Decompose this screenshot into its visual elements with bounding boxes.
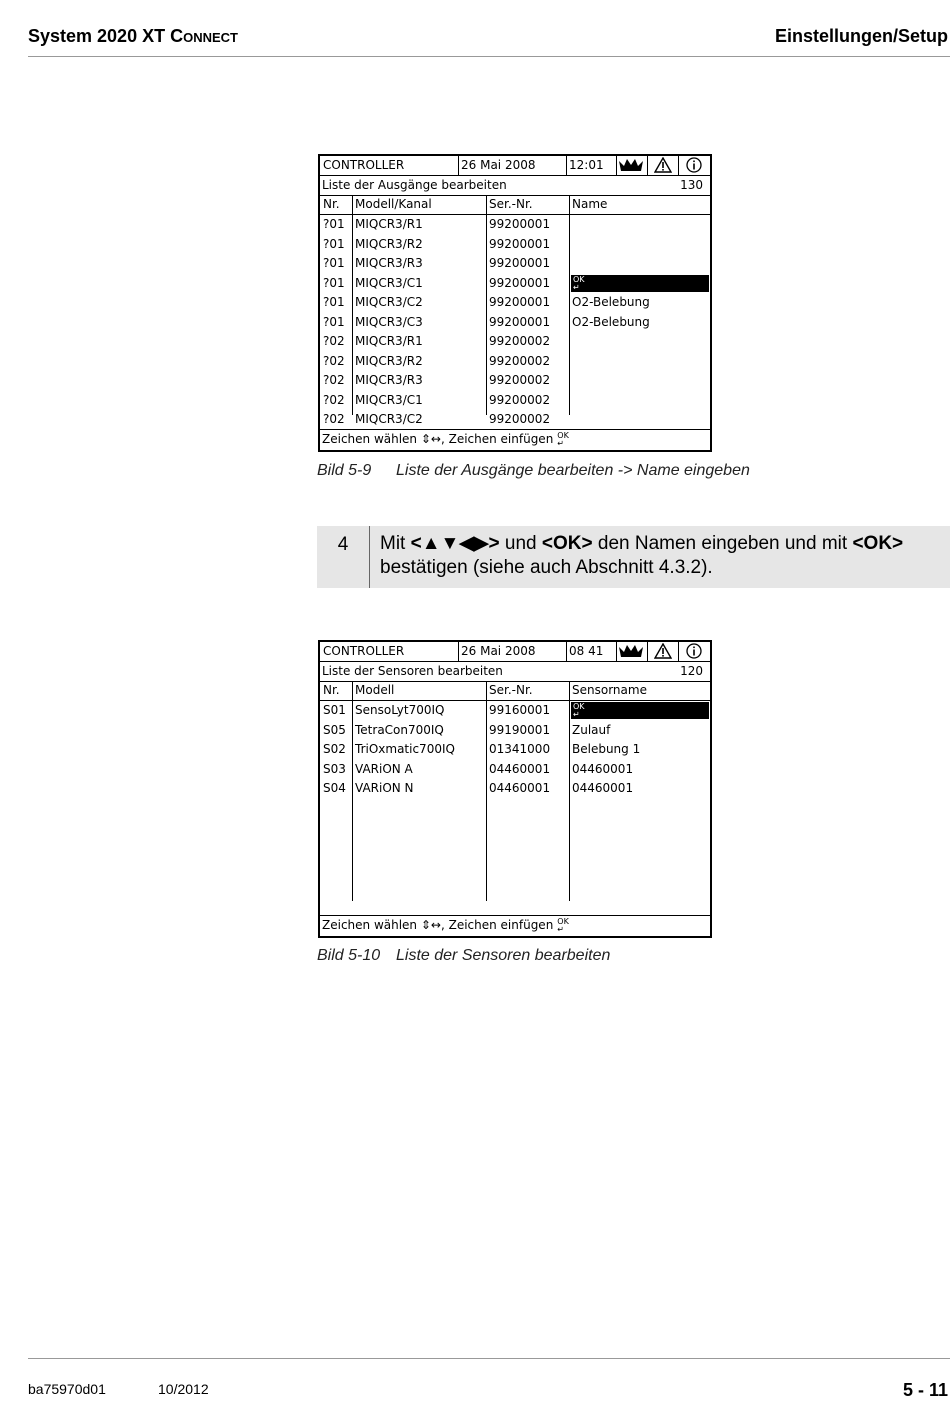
column-header: Sensorname: [572, 683, 647, 697]
ok-enter-icon: OK ↵: [573, 702, 585, 719]
footer-doc-id: ba75970d01: [28, 1381, 106, 1397]
table-cell: 99200001: [489, 295, 551, 309]
table-cell: MIQCR3/C1: [355, 275, 423, 290]
screen-date: 26 Mai 2008: [461, 158, 536, 172]
ok-enter-icon: OK ↵: [557, 916, 569, 934]
crown-icon: [618, 643, 644, 666]
warning-icon: [654, 643, 672, 666]
ok-enter-icon: OK ↵: [557, 430, 569, 448]
screen-time: 12:01: [569, 158, 604, 172]
table-cell: 99200002: [489, 334, 551, 348]
header-rule: [28, 56, 950, 57]
table-cell: S05: [323, 722, 346, 737]
table-cell: 99200002: [489, 353, 551, 368]
step-text-2: und: [499, 533, 542, 554]
table-cell: MIQCR3/R3: [355, 256, 423, 270]
table-cell: ?01: [323, 217, 345, 231]
column-divider: [569, 195, 570, 415]
header-divider: [616, 642, 617, 661]
column-header: Ser.-Nr.: [489, 197, 533, 211]
table-cell: 99200001: [489, 314, 551, 329]
table-cell: 99160001: [489, 703, 551, 717]
table-cell: SensoLyt700IQ: [355, 703, 445, 717]
screen-subtitle: Liste der Ausgänge bearbeiten: [322, 178, 507, 192]
step-divider: [369, 526, 370, 588]
step-key-ok-confirm: <OK>: [852, 533, 904, 554]
table-cell: MIQCR3/C3: [355, 314, 423, 329]
header-divider: [616, 156, 617, 175]
table-cell: MIQCR3/R1: [355, 217, 423, 231]
table-cell: ?01: [323, 236, 345, 251]
figure-caption-5-9: [317, 462, 750, 480]
table-cell: ?01: [323, 314, 345, 329]
table-cell: MIQCR3/C2: [355, 412, 423, 426]
screen-mode: CONTROLLER: [323, 158, 405, 172]
table-cell: 99200001: [489, 275, 551, 290]
step-text-3: den Namen eingeben und mit: [592, 533, 853, 554]
table-cell: ?02: [323, 353, 345, 368]
ok-enter-icon: OK ↵: [573, 274, 585, 292]
page-header-section: Einstellungen/Setup: [774, 26, 948, 46]
selected-name-cell: [571, 702, 709, 719]
column-divider: [486, 195, 487, 415]
header-divider: [458, 156, 459, 175]
header-divider: [647, 156, 648, 175]
table-cell: MIQCR3/C1: [355, 392, 423, 407]
table-cell: 99200001: [489, 217, 551, 231]
table-cell: MIQCR3/C2: [355, 295, 423, 309]
step-keys-arrows: <▲▼◀▶>: [410, 533, 500, 554]
column-divider: [486, 681, 487, 901]
footer-date: 10/2012: [158, 1381, 209, 1397]
screen-subtitle: Liste der Sensoren bearbeiten: [322, 664, 503, 678]
footer-page-number: 5 - 11: [902, 1380, 948, 1400]
header-divider: [566, 642, 567, 661]
table-cell: VARiON N: [355, 781, 414, 795]
step-text-4: bestätigen (siehe auch Abschnitt 4.3.2).: [380, 557, 713, 578]
header-divider: [678, 156, 679, 175]
status-bar: Zeichen wählen ⇕↔, Zeichen einfügen OK ↵: [322, 916, 569, 934]
screen-time: 08 41: [569, 644, 604, 658]
table-cell: 04460001: [489, 781, 551, 795]
page-header-title: [28, 26, 238, 47]
table-cell: TetraCon700IQ: [355, 722, 444, 737]
table-cell: ?02: [323, 373, 345, 387]
screen-date: 26 Mai 2008: [461, 644, 536, 658]
table-cell: O2-Belebung: [572, 295, 650, 309]
table-cell: MIQCR3/R3: [355, 373, 423, 387]
table-cell: 01341000: [489, 742, 551, 756]
column-header: Nr.: [323, 197, 340, 211]
table-cell: S03: [323, 761, 346, 776]
table-cell: ?02: [323, 412, 345, 426]
table-cell: ?01: [323, 275, 345, 290]
column-divider: [352, 681, 353, 901]
column-divider: [569, 681, 570, 901]
table-cell: ?02: [323, 334, 345, 348]
table-cell: MIQCR3/R1: [355, 334, 423, 348]
table-cell: MIQCR3/R2: [355, 236, 423, 251]
table-cell: 04460001: [572, 781, 634, 795]
column-header: Ser.-Nr.: [489, 683, 533, 697]
controller-screen-sensors: [318, 640, 712, 938]
table-cell: MIQCR3/R2: [355, 353, 423, 368]
table-cell: ?01: [323, 295, 345, 309]
header-divider: [647, 642, 648, 661]
selected-name-cell: [571, 275, 709, 292]
table-cell: 99200002: [489, 392, 551, 407]
table-cell: 99190001: [489, 722, 551, 737]
table-cell: 99200001: [489, 236, 551, 251]
header-title-smallcaps: Connect: [170, 26, 238, 46]
caption-text: Liste der Ausgänge bearbeiten -> Name eingeben: [396, 462, 750, 479]
table-cell: ?02: [323, 392, 345, 407]
table-cell: S01: [323, 703, 346, 717]
table-cell: O2-Belebung: [572, 314, 650, 329]
controller-screen-outputs: [318, 154, 712, 452]
table-cell: 99200002: [489, 373, 551, 387]
table-cell: 99200002: [489, 412, 551, 426]
screen-mode: CONTROLLER: [323, 644, 405, 658]
table-cell: Belebung 1: [572, 742, 641, 756]
figure-caption-5-10: [317, 947, 610, 965]
caption-number: Bild 5-10: [317, 947, 381, 964]
header-divider: [566, 156, 567, 175]
header-divider: [458, 642, 459, 661]
caption-number: Bild 5-9: [317, 462, 372, 479]
table-cell: 04460001: [572, 761, 634, 776]
table-cell: TriOxmatic700IQ: [355, 742, 455, 756]
table-cell: VARiON A: [355, 761, 413, 776]
step-text-1: Mit: [380, 533, 411, 554]
column-header: Nr.: [323, 683, 340, 697]
warning-icon: [654, 157, 672, 180]
table-cell: S02: [323, 742, 346, 756]
column-divider: [352, 195, 353, 415]
table-cell: S04: [323, 781, 346, 795]
table-cell: ?01: [323, 256, 345, 270]
caption-text: Liste der Sensoren bearbeiten: [396, 947, 611, 964]
step-text: [380, 532, 940, 580]
status-bar: Zeichen wählen ⇕↔, Zeichen einfügen OK ↵: [322, 430, 569, 448]
column-header: Modell: [355, 683, 395, 697]
table-cell: 99200001: [489, 256, 551, 270]
screen-code: 130: [680, 178, 703, 192]
screen-code: 120: [680, 664, 703, 678]
column-header: Name: [572, 197, 608, 211]
header-divider: [678, 642, 679, 661]
instruction-step: [317, 526, 950, 588]
step-number: 4: [337, 534, 349, 555]
table-cell: 04460001: [489, 761, 551, 776]
footer-rule: [28, 1358, 950, 1359]
column-header: Modell/Kanal: [355, 197, 432, 211]
step-key-ok: <OK>: [541, 533, 593, 554]
header-title-prefix: System 2020 XT: [28, 26, 171, 46]
crown-icon: [618, 157, 644, 180]
table-cell: Zulauf: [572, 722, 611, 737]
